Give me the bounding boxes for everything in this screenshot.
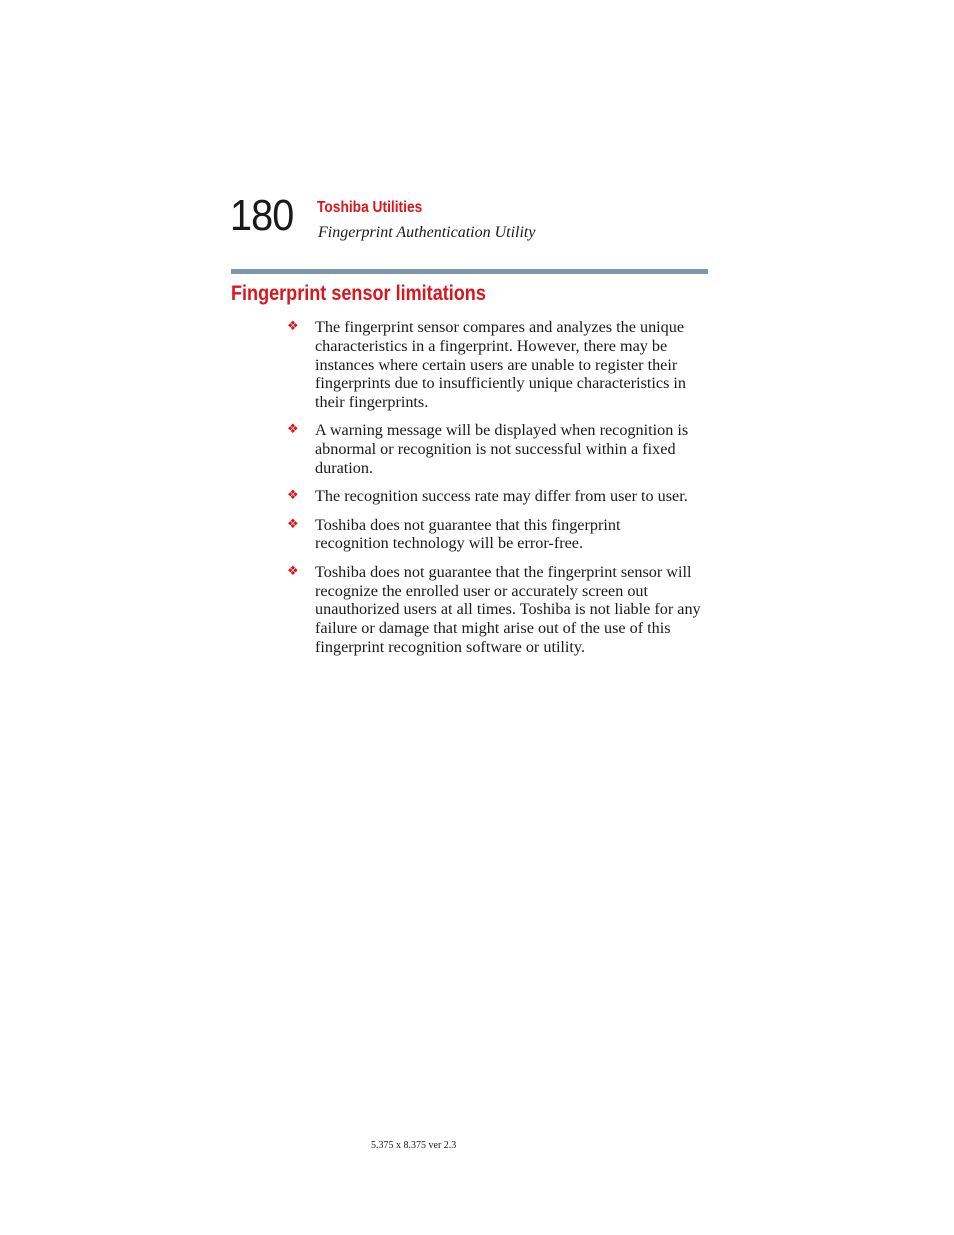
limitations-list [287, 318, 717, 666]
list-item-text: A warning message will be displayed when recognition is abnormal or recognition is not successful within a fixed duration. [315, 421, 689, 478]
list-item-text: The recognition success rate may differ from user to user. [315, 487, 688, 506]
running-title: Toshiba Utilities [317, 199, 423, 216]
section-heading: Fingerprint sensor limitations [231, 282, 486, 305]
list-item [287, 487, 717, 506]
list-item-text: The fingerprint sensor compares and analyzes the unique characteristics in a fingerprint. However, there may be instances where certain users are unable to register their fingerprints due to insufficiently unique characteristics in their fingerprints. [315, 318, 687, 412]
diamond-bullet-icon: ❖ [287, 516, 299, 532]
diamond-bullet-icon: ❖ [287, 319, 299, 334]
footer-note: 5.375 x 8.375 ver 2.3 [371, 1140, 457, 1151]
diamond-bullet-icon: ❖ [287, 563, 299, 579]
diamond-bullet-icon: ❖ [287, 422, 299, 438]
diamond-bullet-icon: ❖ [287, 488, 299, 504]
list-item [287, 318, 717, 412]
list-item-text: Toshiba does not guarantee that the fingerprint sensor will recognize the enrolled user or accurately screen out unauthorized users at all times. Toshiba is not liable for any failure or damage that might arise out of the use of this fingerprint recognition software or utility. [315, 562, 701, 656]
section-divider [231, 269, 708, 274]
page-number: 180 [230, 191, 294, 240]
running-subtitle: Fingerprint Authentication Utility [318, 224, 536, 241]
list-item [287, 421, 717, 477]
list-item-text: Toshiba does not guarantee that this fingerprint recognition technology will be error-free. [315, 515, 621, 553]
list-item [287, 516, 717, 554]
list-item [287, 563, 717, 657]
